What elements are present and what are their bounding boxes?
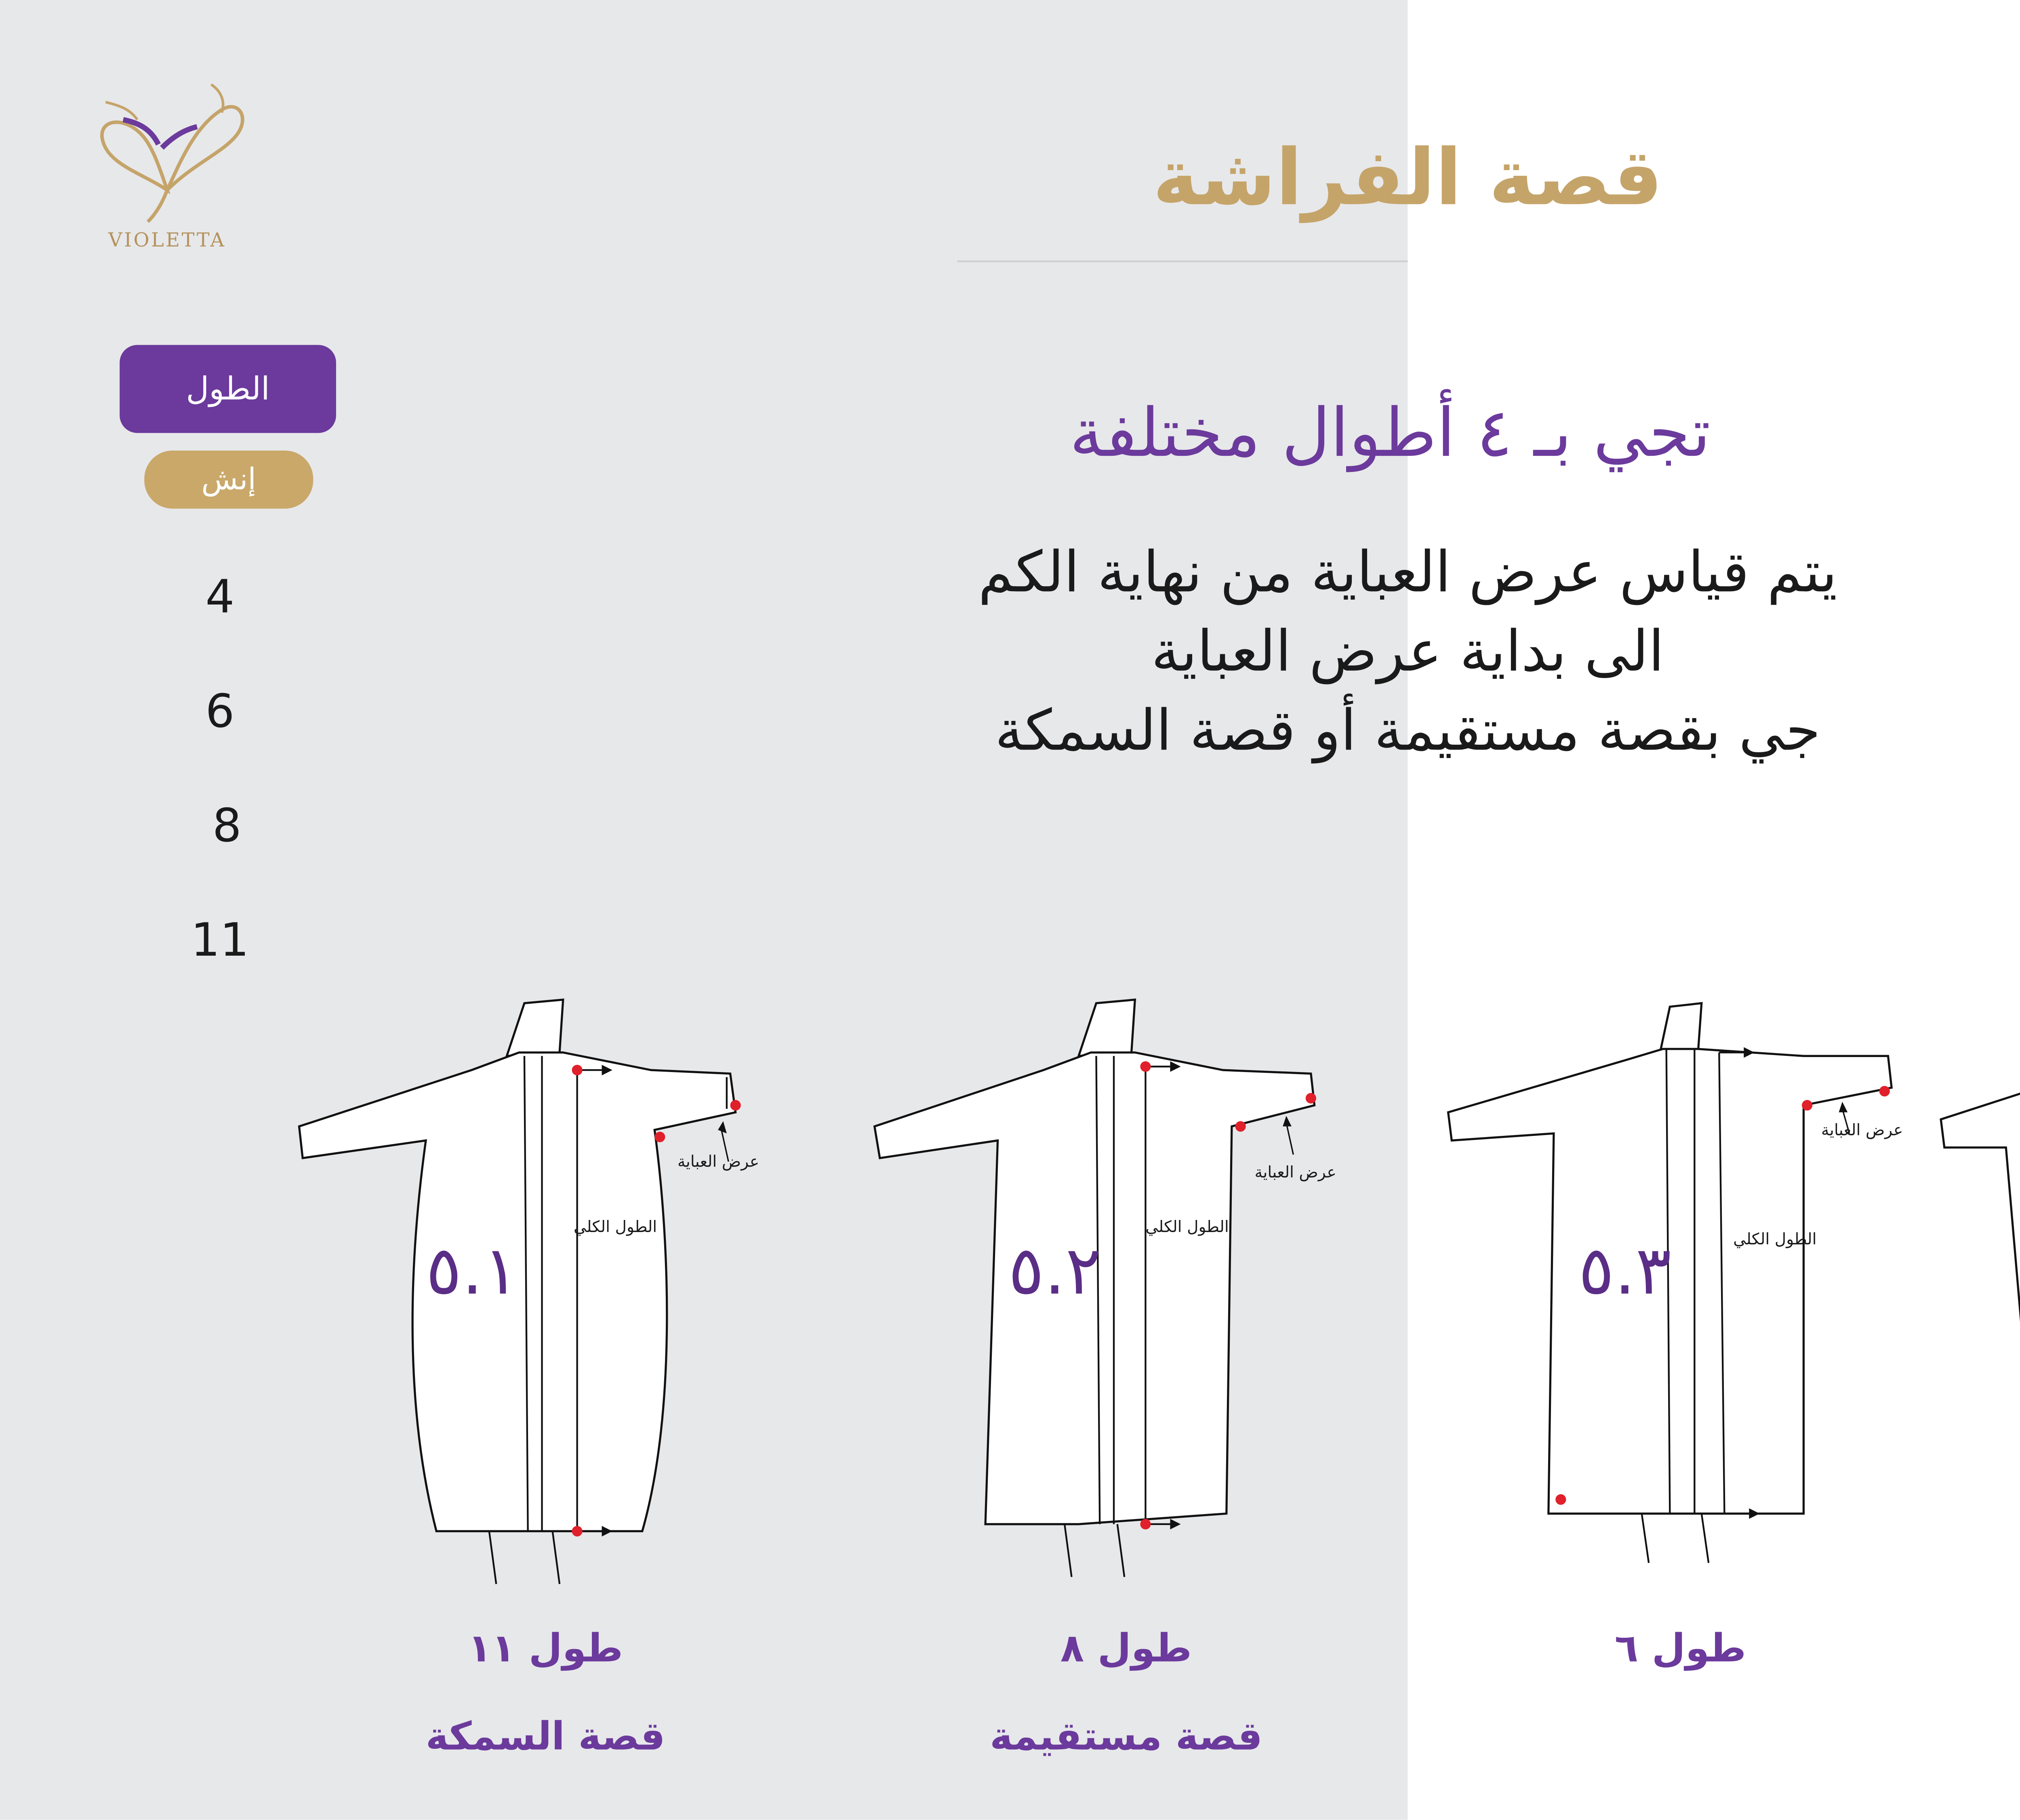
abaya-length-4-icon	[1936, 986, 2020, 1584]
description-line: يتم قياس عرض العباية من نهاية الكم	[978, 538, 1837, 606]
garment-illustration	[853, 986, 1381, 1584]
total-length-label: الطول الكلي	[1145, 1220, 1229, 1237]
brand-logo-text: VIOLETTA	[108, 229, 226, 252]
length-value: 4	[205, 572, 235, 625]
abaya-fishtail-icon	[282, 986, 810, 1584]
length-value: 6	[205, 686, 235, 739]
butterfly-logo-icon	[70, 67, 264, 234]
width-label: عرض العباية	[1821, 1123, 1903, 1141]
width-label: عرض العباية	[677, 1154, 760, 1172]
garment-number: ٥.٢	[1008, 1232, 1102, 1310]
length-caption: طول ٦	[1614, 1628, 1746, 1672]
garment-illustration	[1936, 986, 2020, 1584]
title-divider	[957, 261, 1408, 262]
length-caption: طول ٨	[1060, 1628, 1192, 1672]
cut-caption: قصة مستقيمة	[989, 1716, 1262, 1760]
page-title: قصة الفراشة	[1153, 134, 1663, 224]
width-label: عرض العباية	[1254, 1165, 1336, 1183]
brand-logo	[70, 67, 264, 278]
length-header-badge: الطول	[120, 345, 336, 433]
garment-illustration	[282, 986, 810, 1584]
total-length-label: الطول الكلي	[573, 1220, 657, 1237]
subtitle: تجي بـ ٤ أطوال مختلفة	[1069, 394, 1711, 472]
description-line: جي بقصة مستقيمة أو قصة السمكة	[995, 697, 1821, 764]
description-line: الى بداية عرض العباية	[1151, 617, 1664, 685]
length-value: 8	[212, 800, 242, 854]
unit-badge: إنش	[144, 451, 313, 509]
garment-number: ٥.١	[426, 1232, 519, 1310]
garment-number: ٥.٣	[1578, 1232, 1672, 1310]
total-length-label: الطول الكلي	[1733, 1232, 1817, 1250]
cut-caption: قصة السمكة	[425, 1716, 665, 1760]
length-caption: طول ١١	[468, 1628, 623, 1672]
abaya-straight-icon	[853, 986, 1381, 1584]
abaya-length-6-icon	[1434, 986, 1962, 1584]
length-value: 11	[191, 915, 249, 968]
garment-illustration	[1434, 986, 1962, 1584]
